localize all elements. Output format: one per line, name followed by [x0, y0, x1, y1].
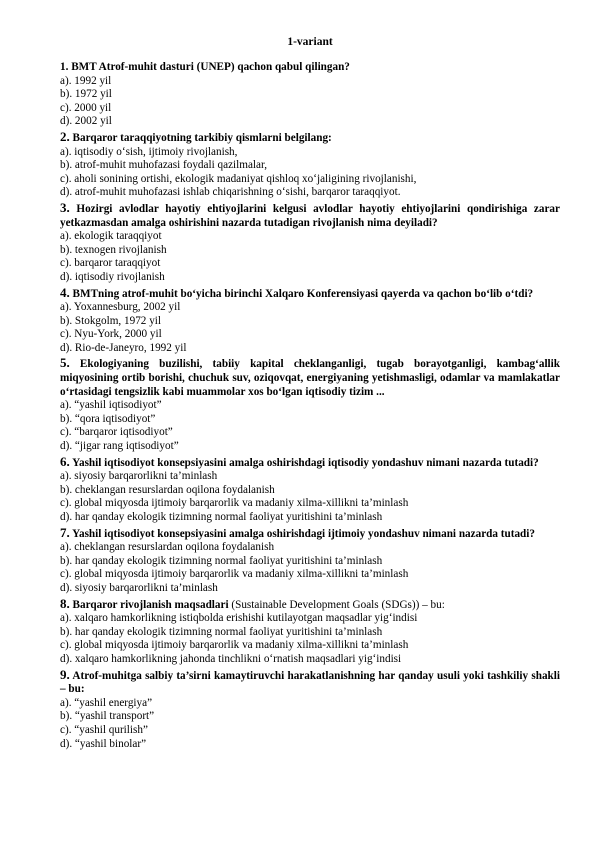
answer-option: b). 1972 yil — [60, 88, 112, 101]
question-number: 4. — [60, 284, 70, 300]
answer-option: d). “yashil binolar” — [60, 737, 147, 750]
question-text — [60, 356, 560, 399]
question-2 — [60, 130, 560, 200]
question-number: 7. — [60, 524, 70, 540]
answer-option: c). aholi sonining ortishi, ekologik madaniyat qishloq xo‘jaligining rivojlanishi, — [60, 172, 417, 185]
question-body: BMTning atrof-muhit bo‘yicha birinchi Xalqaro Konferensiyasi qayerda va qachon bo‘lib o‘tdi? — [69, 287, 534, 300]
answer-option: c). barqaror taraqqiyot — [60, 257, 161, 270]
answer-option: b). har qanday ekologik tizimning normal faoliyat yuritishini ta’minlash — [60, 554, 383, 567]
answer-option: c). global miqyosda ijtimoiy barqarorlik va madaniy xilma-xillikni ta’minlash — [60, 497, 409, 510]
question-text — [60, 130, 560, 146]
question-text — [60, 201, 560, 230]
answer-option: c). Nyu-York, 2000 yil — [60, 328, 162, 341]
answer-option: b). har qanday ekologik tizimning normal faoliyat yuritishini ta’minlash — [60, 625, 383, 638]
question-body: Barqaror taraqqiyotning tarkibiy qismlarni belgilang: — [69, 131, 332, 144]
answer-option: d). 2002 yil — [60, 115, 112, 128]
answer-option: d). “jigar rang iqtisodiyot” — [60, 440, 179, 453]
answer-option: a). “yashil energiya” — [60, 696, 153, 709]
question-body-normal: (Sustainable Development Goals (SDGs)) – bu: — [228, 598, 445, 611]
question-body: Yashil iqtisodiyot konsepsiyasini amalga oshirishdagi iqtisodiy yondashuv nimani nazarda tutadi? — [69, 456, 539, 469]
answer-option: d). siyosiy barqarorlikni ta’minlash — [60, 581, 218, 594]
question-body: Hozirgi avlodlar hayotiy ehtiyojlarini kelgusi avlodlar hayotiy ehtiyojlarini qondirishiga zarar yetkazmasdan amalga oshirishini nazarda tutadigan rivojlanish nima deyiladi? — [60, 202, 560, 229]
question-body: Ekologiyaning buzilishi, tabiiy kapital cheklanganligi, tugab borayotganligi, kambag‘allik miqyosining ortib borishi, chuchuk suv, oziqovqat, energiyaning yetishmasligi, odamlar va mamlakatlar o‘rtasidagi tengsizlik kabi muammolar xos bo‘lgan iqtisodiy tizim ... — [60, 358, 560, 398]
answer-option: c). “barqaror iqtisodiyot” — [60, 426, 173, 439]
question-number: 5. — [60, 355, 70, 371]
answer-option: b). Stokgolm, 1972 yil — [60, 314, 162, 327]
answer-option: c). global miqyosda ijtimoiy barqarorlik va madaniy xilma-xillikni ta’minlash — [60, 639, 409, 652]
answer-option: b). cheklangan resurslardan oqilona foydalanish — [60, 483, 275, 496]
page-title: 1-variant — [287, 36, 333, 48]
answer-option: c). “yashil qurilish” — [60, 723, 148, 736]
answer-option: c). global miqyosda ijtimoiy barqarorlik va madaniy xilma-xillikni ta’minlash — [60, 568, 409, 581]
question-6 — [60, 455, 560, 525]
answer-option: c). 2000 yil — [60, 101, 112, 114]
question-text — [60, 597, 560, 613]
answer-option: a). cheklangan resurslardan oqilona foydalanish — [60, 541, 275, 554]
question-body: BMT Atrof-muhit dasturi (UNEP) qachon qabul qilingan? — [68, 61, 350, 73]
question-body: Barqaror rivojlanish maqsadlari — [69, 598, 229, 611]
question-5 — [60, 356, 560, 453]
question-number: 9. — [60, 666, 70, 682]
answer-option: d). iqtisodiy rivojlanish — [60, 270, 165, 283]
question-number: 8. — [60, 595, 70, 611]
question-text — [60, 286, 560, 302]
question-text — [60, 526, 560, 542]
answer-option: b). texnogen rivojlanish — [60, 243, 167, 256]
answer-option: b). “yashil transport” — [60, 710, 155, 723]
question-number: 2. — [60, 128, 70, 144]
answer-option: d). Rio-de-Janeyro, 1992 yil — [60, 341, 187, 354]
question-text — [60, 61, 560, 75]
answer-option: a). “yashil iqtisodiyot” — [60, 399, 162, 412]
question-4 — [60, 286, 560, 356]
answer-option: a). 1992 yil — [60, 74, 112, 87]
question-body: Yashil iqtisodiyot konsepsiyasini amalga oshirishdagi ijtimoiy yondashuv nimani nazarda tutadi? — [69, 527, 535, 540]
question-number: 1. — [60, 61, 69, 73]
question-text — [60, 668, 560, 697]
question-7 — [60, 526, 560, 596]
question-body: Atrof-muhitga salbiy ta’sirni kamaytiruvchi harakatlanishning har qanday usuli yoki tashkiliy shakli – bu: — [60, 669, 560, 696]
question-9 — [60, 668, 560, 752]
question-1 — [60, 61, 560, 129]
question-number: 3. — [60, 199, 70, 215]
answer-option: b). “qora iqtisodiyot” — [60, 412, 156, 425]
question-number: 6. — [60, 453, 70, 469]
question-3 — [60, 201, 560, 285]
question-8 — [60, 597, 560, 667]
answer-option: a). xalqaro hamkorlikning istiqbolda erishishi kutilayotgan maqsadlar yig‘indisi — [60, 612, 418, 625]
answer-option: d). atrof-muhit muhofazasi ishlab chiqarishning o‘sishi, barqaror taraqqiyot. — [60, 186, 401, 199]
answer-option: a). siyosiy barqarorlikni ta’minlash — [60, 470, 218, 483]
answer-option: a). Yoxannesburg, 2002 yil — [60, 301, 181, 314]
question-text — [60, 455, 560, 471]
answer-option: d). xalqaro hamkorlikning jahonda tinchlikni o‘rnatish maqsadlari yig‘indisi — [60, 652, 402, 665]
answer-option: b). atrof-muhit muhofazasi foydali qazilmalar, — [60, 159, 268, 172]
answer-option: a). iqtisodiy o‘sish, ijtimoiy rivojlanish, — [60, 145, 238, 158]
answer-option: d). har qanday ekologik tizimning normal faoliyat yuritishini ta’minlash — [60, 511, 383, 523]
answer-option: a). ekologik taraqqiyot — [60, 230, 162, 243]
